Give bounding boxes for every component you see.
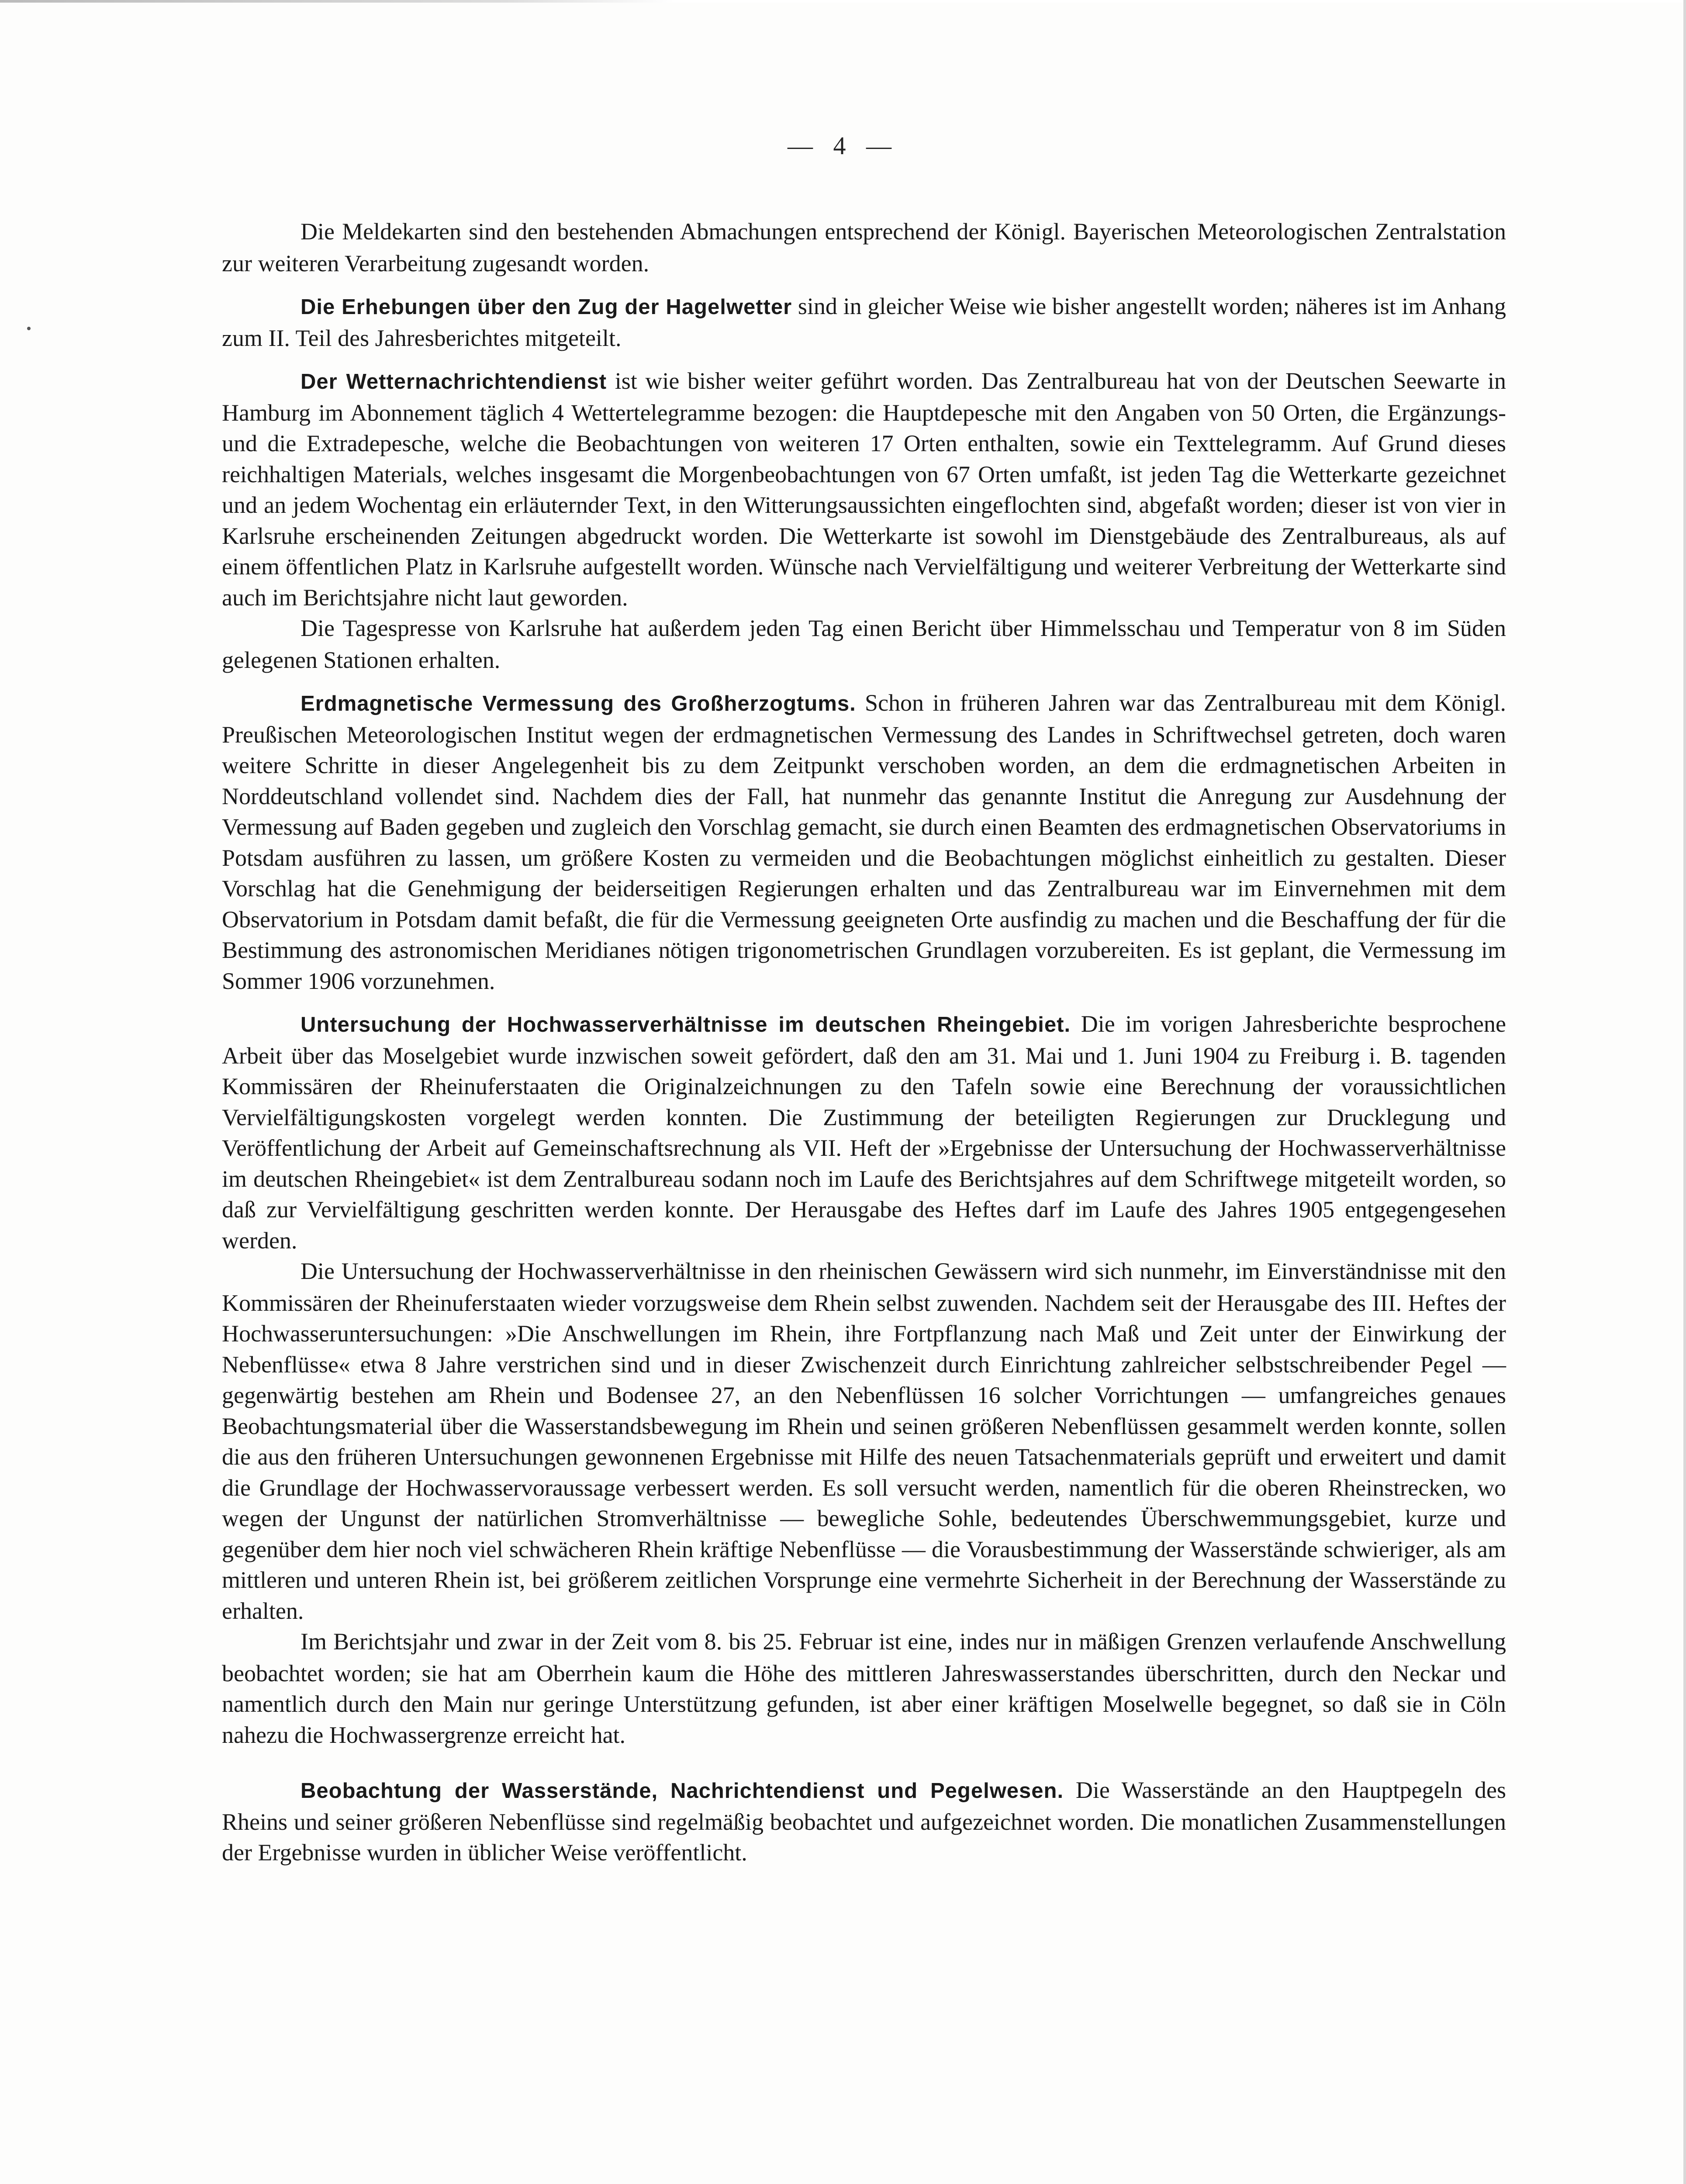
body-text (222, 216, 1506, 1868)
page-number: — 4 — (788, 131, 898, 160)
paragraph-hochwasser-rhein (222, 1256, 1506, 1626)
paragraph-heading: Die Erhebungen über den Zug der Hagelwetter (301, 295, 792, 319)
paragraph-hochwasser-untersuchung (222, 1009, 1506, 1256)
paragraph-berichtsjahr (222, 1626, 1506, 1750)
paragraph-wetternachrichtendienst (222, 366, 1506, 613)
paragraph-heading: Untersuchung der Hochwasserverhältnisse im deutschen Rheingebiet. (301, 1013, 1071, 1037)
scan-edge-right (1683, 0, 1686, 2184)
paragraph-text: sind in gleicher Weise wie bisher angestellt worden; näheres ist im Anhang zum II. Teil des Jahresberichtes mitgeteilt. (222, 293, 1506, 351)
paragraph-heading: Beobachtung der Wasserstände, Nachrichtendienst und Pegelwesen. (301, 1779, 1064, 1803)
paragraph-heading: Der Wetternachrichtendienst (301, 370, 607, 394)
paragraph-heading: Erdmagnetische Vermessung des Großherzogtums. (301, 692, 856, 715)
paragraph-text: Die Meldekarten sind den bestehenden Abmachungen entsprechend der Königl. Bayerischen Meteorologischen Zentralstation zur weiteren Verarbeitung zugesandt worden. (222, 218, 1506, 276)
paragraph-text: Schon in früheren Jahren war das Zentralbureau mit dem Königl. Preußischen Meteorologischen Institut wegen der erdmagnetischen Vermessung des Landes in Schriftwechsel getreten, doch waren weitere Schritte in dieser Angelegenheit bis zu dem Zeitpunkt verschoben worden, an dem die erdmagnetischen Arbeiten in Norddeutschland vollendet sind. Nachdem dies der Fall, hat nunmehr das genannte Institut die Anregung zur Ausdehnung der Vermessung auf Baden gegeben und zugleich den Vorschlag gemacht, sie durch einen Beamten des erdmagnetischen Observatoriums in Potsdam ausführen zu lassen, um größere Kosten zu vermeiden und die Beobachtungen möglichst einheitlich zu gestalten. Dieser Vorschlag hat die Genehmigung der beiderseitigen Regierungen erhalten und das Zentralbureau war im Einvernehmen mit dem Observatorium in Potsdam damit befaßt, die für die Vermessung geeigneten Orte ausfindig zu machen und die Beschaffung der für die Bestimmung des astronomischen Meridianes nötigen trigonometrischen Grundlagen vorzubereiten. Es ist geplant, die Vermessung im Sommer 1906 vorzunehmen. (222, 690, 1506, 994)
paragraph-erdmagnetische-vermessung (222, 688, 1506, 996)
paragraph-hagelwetter (222, 291, 1506, 353)
paragraph-text: Die Wasserstände an den Hauptpegeln des Rheins und seiner größeren Nebenflüsse sind regelmäßig beobachtet und aufgezeichnet worden. Die monatlichen Zusammenstellungen der Ergebnisse wurden in üblicher Weise veröffentlicht. (222, 1777, 1506, 1866)
paragraph-tagespresse (222, 613, 1506, 675)
paragraph-wasserstaende (222, 1775, 1506, 1868)
paragraph-text: Im Berichtsjahr und zwar in der Zeit vom 8. bis 25. Februar ist eine, indes nur in mäßigen Grenzen verlaufende Anschwellung beobachtet worden; sie hat am Oberrhein kaum die Höhe des mittleren Jahreswasserstandes überschritten, durch den Neckar und namentlich durch den Main nur geringe Unterstützung gefunden, ist aber einer kräftigen Moselwelle begegnet, so daß sie in Cöln nahezu die Hochwassergrenze erreicht hat. (222, 1628, 1506, 1748)
margin-mark (27, 327, 31, 330)
scan-edge-top (0, 0, 1686, 3)
paragraph-meldekarten (222, 216, 1506, 279)
paragraph-text: Die Untersuchung der Hochwasserverhältnisse in den rheinischen Gewässern wird sich nunmehr, im Einverständnisse mit den Kommissären der Rheinuferstaaten wieder vorzugsweise dem Rhein selbst zuwenden. Nachdem seit der Herausgabe des III. Heftes der Hochwasseruntersuchungen: »Die Anschwellungen im Rhein, ihre Fortpflanzung nach Maß und Zeit unter der Einwirkung der Nebenflüsse« etwa 8 Jahre verstrichen sind und in dieser Zwischenzeit durch Einrichtung zahlreicher selbstschreibender Pegel — gegenwärtig bestehen am Rhein und Bodensee 27, an den Nebenflüssen 16 solcher Vorrichtungen — umfangreiches genaues Beobachtungsmaterial über die Wasserstandsbewegung im Rhein und seinen größeren Nebenflüssen gesammelt werden konnte, sollen die aus den früheren Untersuchungen gewonnenen Ergebnisse mit Hilfe des neuen Tatsachenmaterials geprüft und erweitert und damit die Grundlage der Hochwasservoraussage verbessert werden. Es soll versucht werden, namentlich für die oberen Rheinstrecken, wo wegen der Ungunst der natürlichen Stromverhältnisse — bewegliche Sohle, bedeutendes Überschwemmungsgebiet, kurze und gegenüber dem hier noch viel schwächeren Rhein kräftige Nebenflüsse — die Vorausbestimmung der Wasserstände schwieriger, als am mittleren und unteren Rhein ist, bei größerem zeitlichen Vorsprunge eine vermehrte Sicherheit in der Berechnung der Wasserstände zu erhalten. (222, 1258, 1506, 1624)
paragraph-text: Die im vorigen Jahresberichte besprochene Arbeit über das Moselgebiet wurde inzwischen soweit gefördert, daß den am 31. Mai und 1. Juni 1904 zu Freiburg i. B. tagenden Kommissären der Rheinuferstaaten die Originalzeichnungen zu den Tafeln sowie eine Berechnung der voraussichtlichen Vervielfältigungskosten vorgelegt werden konnten. Die Zustimmung der beteiligten Regierungen zur Drucklegung und Veröffentlichung der Arbeit auf Gemeinschaftsrechnung als VII. Heft der »Ergebnisse der Untersuchung der Hochwasserverhältnisse im deutschen Rheingebiet« ist dem Zentralbureau sodann noch im Laufe des Berichtsjahres auf dem Schriftwege mitgeteilt worden, so daß zur Vervielfältigung geschritten werden konnte. Der Herausgabe des Heftes darf im Laufe des Jahres 1905 entgegengesehen werden. (222, 1011, 1506, 1254)
paragraph-text: ist wie bisher weiter geführt worden. Das Zentralbureau hat von der Deutschen Seewarte in Hamburg im Abonnement täglich 4 Wettertelegramme bezogen: die Hauptdepesche mit den Angaben von 50 Orten, die Ergänzungs- und die Extradepesche, welche die Beobachtungen von weiteren 17 Orten enthalten, sowie ein Texttelegramm. Auf Grund dieses reichhaltigen Materials, welches insgesamt die Morgenbeobachtungen von 67 Orten umfaßt, ist jeden Tag die Wetterkarte gezeichnet und an jedem Wochentag ein erläuternder Text, in den Witterungsaussichten eingeflochten sind, abgefaßt worden; dieser ist von vier in Karlsruhe erscheinenden Zeitungen abgedruckt worden. Die Wetterkarte ist sowohl im Dienstgebäude des Zentralbureaus, als auf einem öffentlichen Platz in Karlsruhe aufgestellt worden. Wünsche nach Vervielfältigung und weiterer Verbreitung der Wetterkarte sind auch im Berichtsjahre nicht laut geworden. (222, 368, 1506, 611)
paragraph-text: Die Tagespresse von Karlsruhe hat außerdem jeden Tag einen Bericht über Himmelsschau und Temperatur von 8 im Süden gelegenen Stationen erhalten. (222, 615, 1506, 673)
